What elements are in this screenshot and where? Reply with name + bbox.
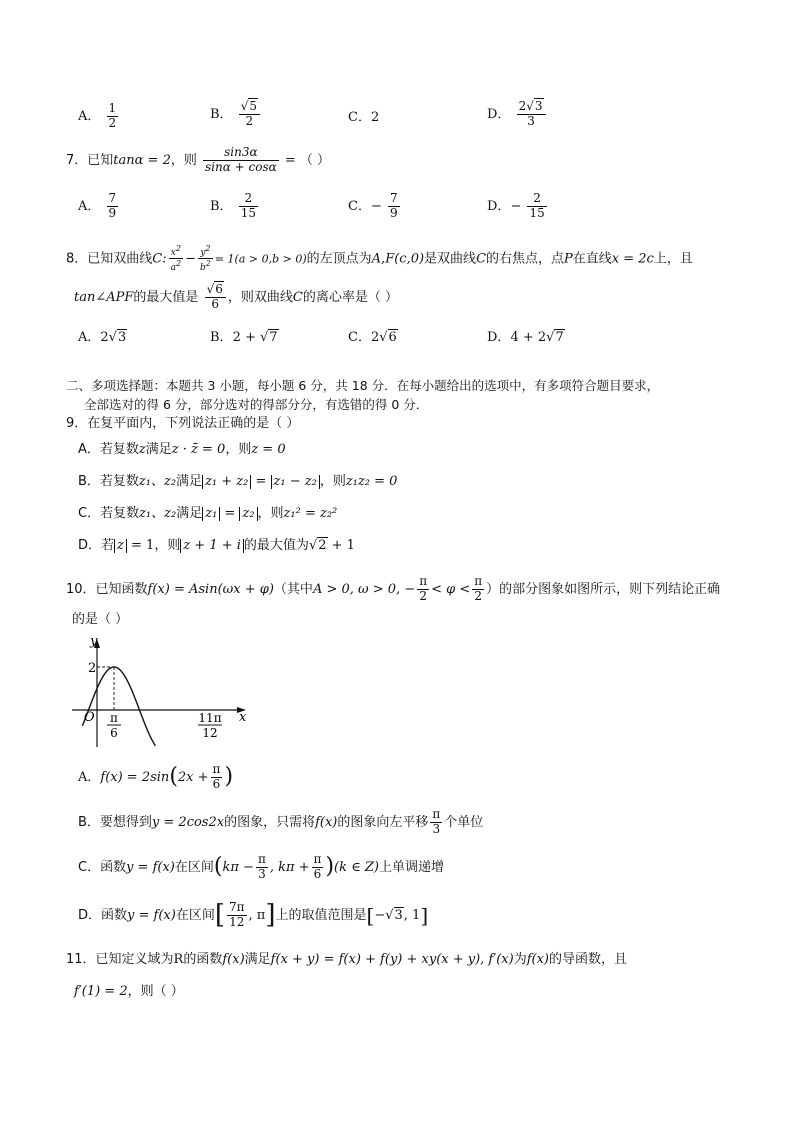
q7-stem: 7．已知tanα = 2，则 $\frac{\sin 3\alpha}{\sin\alpha + \cos\alpha}$ = （ ）	[66, 145, 331, 174]
q8-option-b: B．2 + √7	[210, 330, 278, 345]
x-axis-label: x	[239, 710, 247, 725]
q9-option-a: A．若复数z满足z · z̄ = 0，则z = 0	[78, 442, 286, 457]
section-heading-line2: 全部选对的得 6 分，部分选对的得部分分，有选错的得 0 分．	[84, 397, 429, 412]
q8-option-c: C．2√6	[348, 330, 397, 345]
sine-curve	[82, 667, 155, 746]
q6-option-b: B． $\frac{√5}{2}$	[210, 100, 262, 129]
q9-stem: 9．在复平面内，下列说法正确的是（ ）	[66, 416, 300, 431]
y-axis-label: y	[90, 635, 98, 649]
sine-graph	[70, 635, 250, 753]
y-max-label: 2	[88, 661, 97, 676]
q9-option-d: D．若 z = 1，则 z + 1 + i 的最大值为√2 + 1	[78, 538, 355, 553]
origin-label: O	[84, 710, 95, 725]
q10-stem-line2: 的是（ ）	[72, 612, 129, 627]
fraction: $\frac{1}{2}$	[108, 101, 117, 130]
fraction: $\frac{√5}{2}$	[239, 100, 260, 129]
q10-option-c: C．函数y = f(x)在区间(kπ − $\frac{\pi}{3}$ , kπ + $\frac{\pi}{6}$ )(k ∈ Z)上单调递增	[78, 852, 444, 881]
tick1-num: π	[110, 711, 118, 725]
q8-option-d: D．4 + 2√7	[487, 330, 564, 345]
q7-option-c: C．− $\frac{7}{9}$	[348, 191, 398, 220]
section-heading: 二、多项选择题：本题共 3 小题，每小题 6 分，共 18 分．在每小题给出的选项中，有多项符合题目要求，	[66, 378, 660, 393]
q11-stem-line2: f′(1) = 2，则（ ）	[74, 984, 184, 999]
q6-option-d: D． $\frac{2√3}{3}$	[487, 100, 548, 129]
q8-stem-line2: tan∠APF的最大值是 $\frac{√6}{6}$ ，则双曲线C的离心率是（ ）	[74, 282, 398, 311]
q7-option-b: B． $\frac{2}{15}$	[210, 191, 256, 220]
q6-option-a: A． $\frac{1}{2}$	[78, 101, 117, 130]
tick2-den: 12	[202, 726, 218, 740]
q10-stem: 10．已知函数f(x) = Asin(ωx + φ)（其中A > 0, ω > 0, − $\frac{\pi}{2}$ < φ < $\frac{\pi}{2}$ ）的部分图象如图所示，则下列结论正确	[66, 574, 721, 603]
q11-stem: 11．已知定义域为R的函数f(x)满足f(x + y) = f(x) + f(y) + xy(x + y), f′(x)为f(x)的导函数，且	[66, 952, 628, 967]
q10-option-a: A．f(x) = 2sin(2x + $\frac{\pi}{6}$ )	[78, 762, 234, 791]
q8-stem: 8．已知双曲线C: $\frac{x^2}{a^2}$ − $\frac{y^2}{b^2}$ = 1(a > 0,b > 0)的左顶点为A,F(c,0)是双曲线C的右焦点，点P在直线x = 2c上，且	[66, 244, 693, 274]
q7-option-d: D．− $\frac{2}{15}$	[487, 191, 545, 220]
q9-option-c: C．若复数z₁、z₂满足 z₁ = z₂ ，则z₁² = z₂²	[78, 506, 338, 521]
q6-option-c: C．2	[348, 110, 380, 125]
x2-over-a2: $\frac{x^2}{a^2}$	[170, 244, 182, 274]
q10-option-b: B．要想得到y = 2cos2x的图象，只需将f(x)的图象向左平移 $\frac{\pi}{3}$ 个单位	[78, 807, 484, 836]
tick1-den: 6	[110, 726, 118, 740]
q9-option-b: B．若复数z₁、z₂满足 z₁ + z₂ = z₁ − z₂ ，则z₁z₂ = 0	[78, 474, 398, 489]
q7-option-a: A． $\frac{7}{9}$	[78, 191, 117, 220]
tick2-num: 11π	[198, 711, 222, 725]
fraction: $\frac{\sin 3\alpha}{\sin\alpha + \cos\alpha}$	[205, 145, 277, 174]
q8-option-a: A．2√3	[78, 330, 127, 345]
fraction: $\frac{2√3}{3}$	[517, 100, 546, 129]
q10-option-d: D．函数y = f(x)在区间[ $\frac{7\pi}{12}$ , π]上的取值范围是[−√3, 1]	[78, 900, 429, 930]
y2-over-b2: $\frac{y^2}{b^2}$	[199, 244, 211, 274]
